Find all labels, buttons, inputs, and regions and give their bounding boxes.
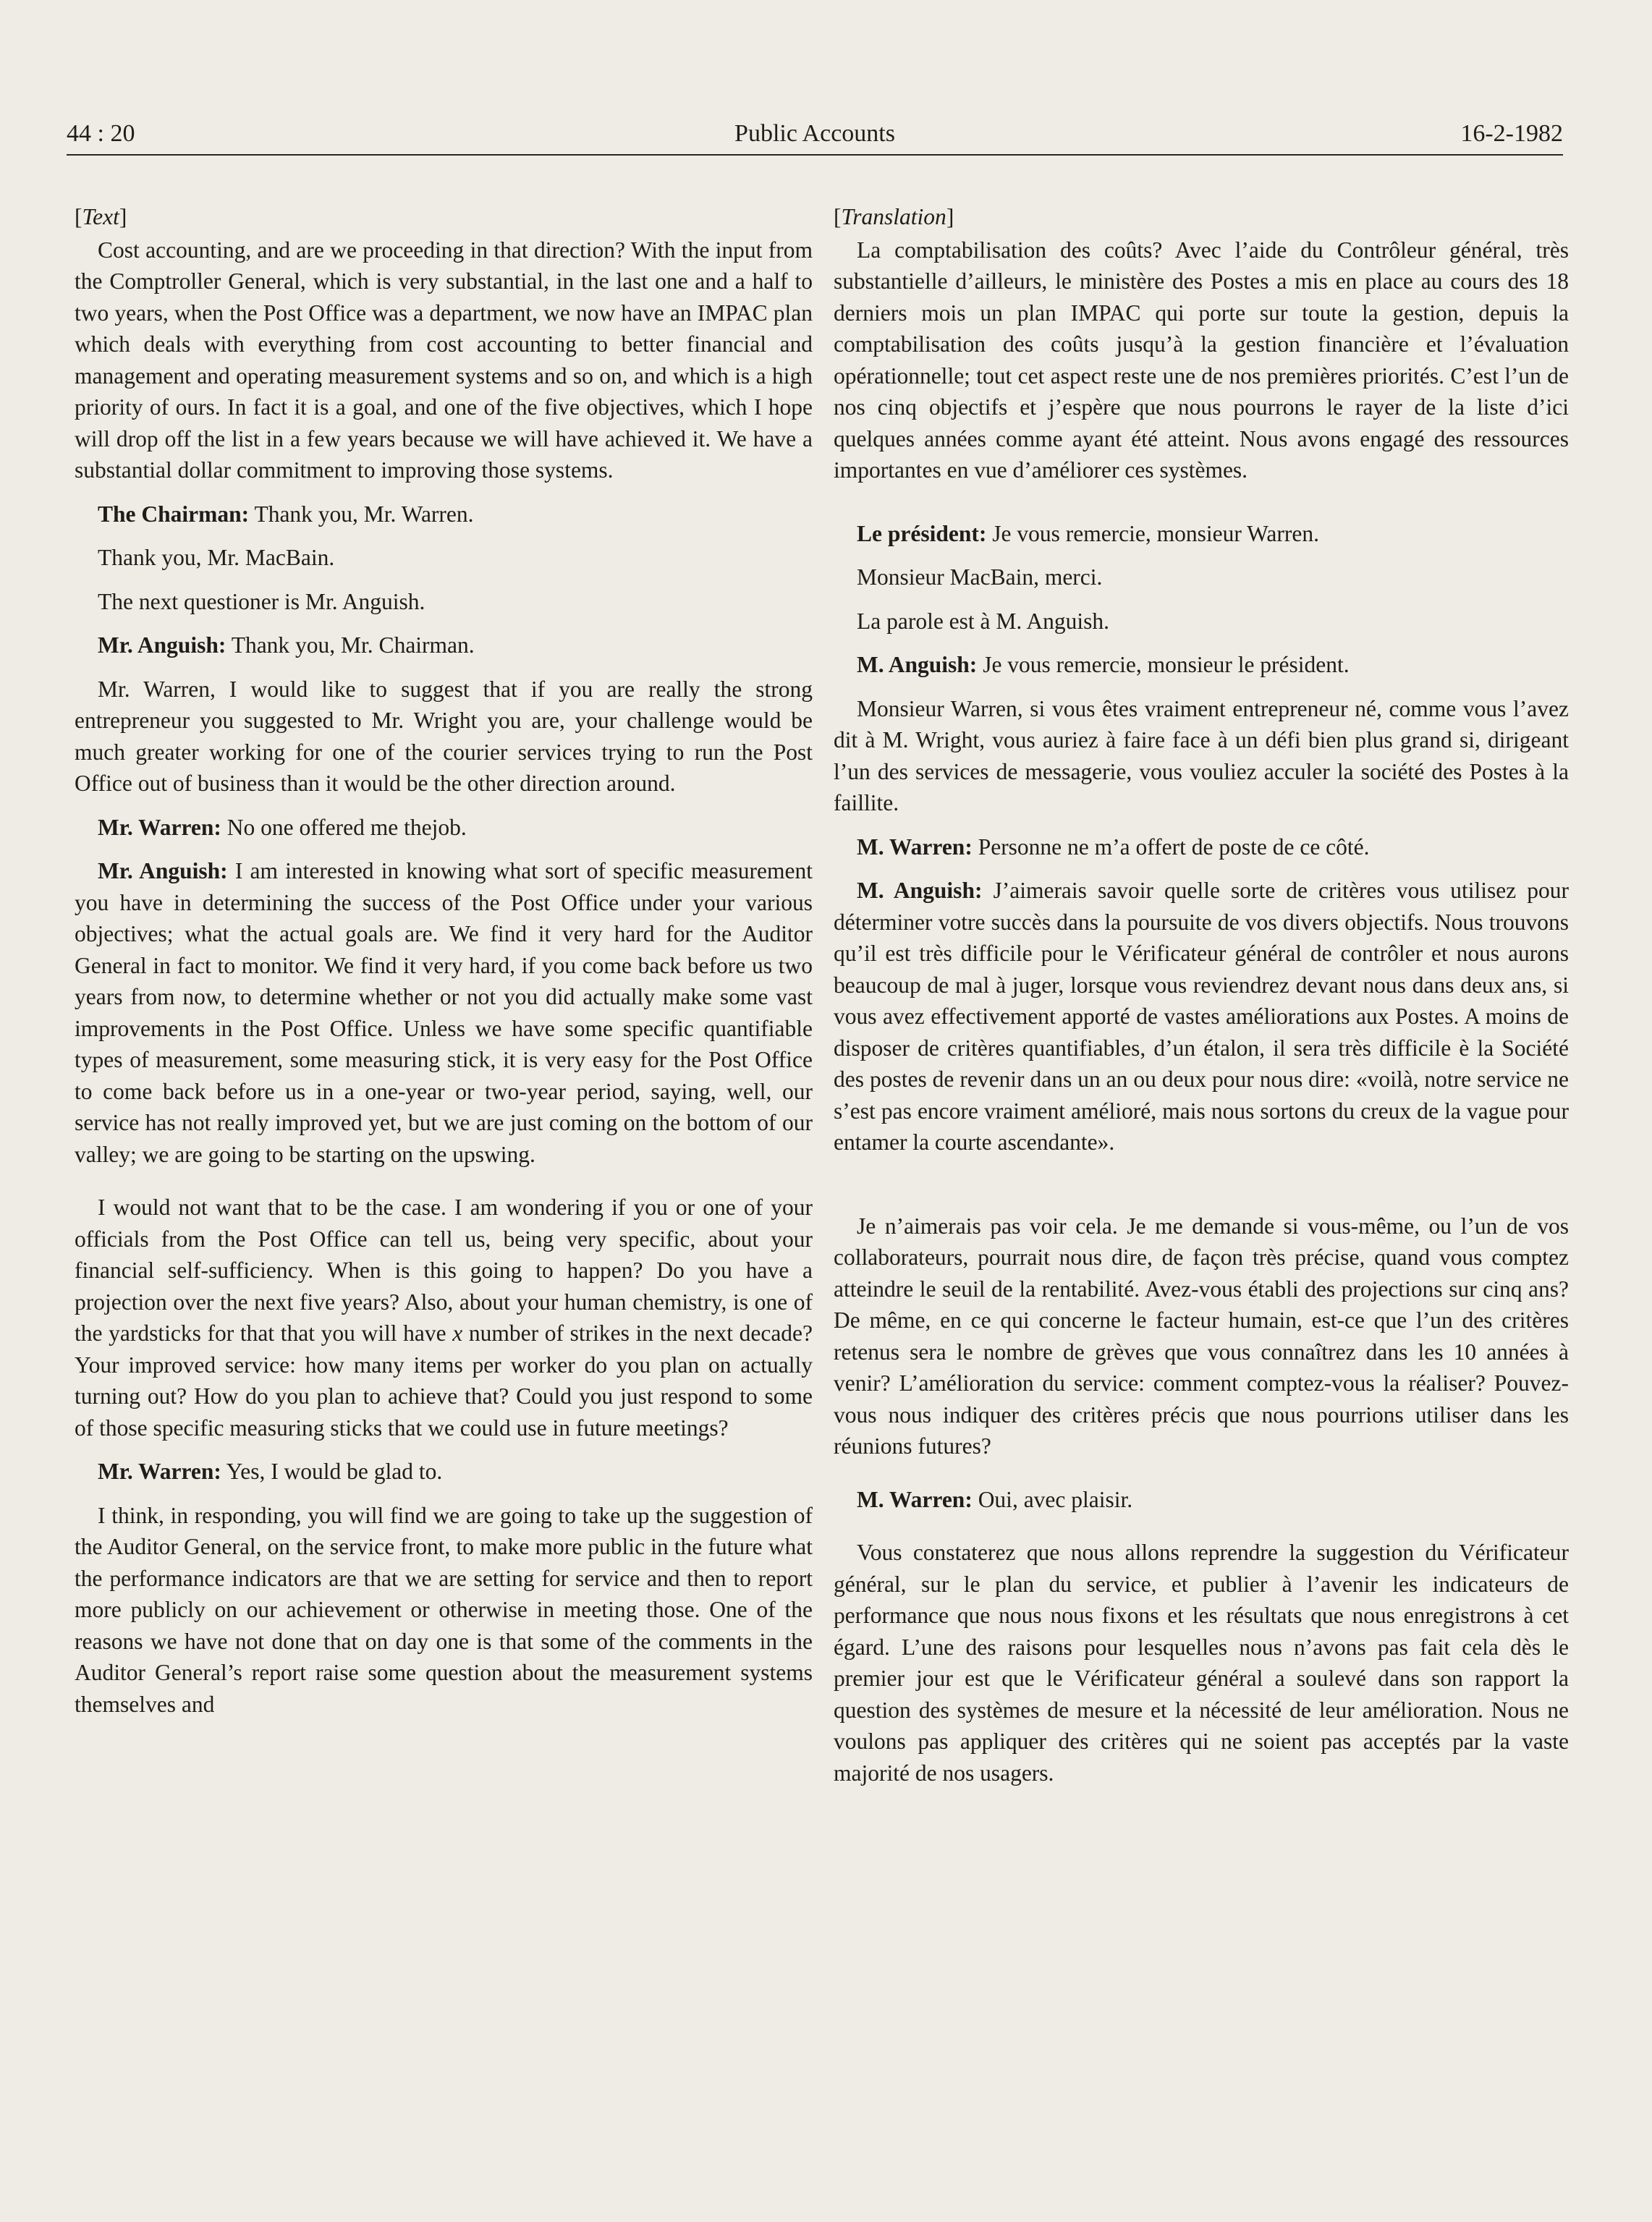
page-number: 44 : 20 xyxy=(67,120,135,147)
paragraph: Je n’aimerais pas voir cela. Je me demande si vous-même, ou l’un de vos collaborateurs, pourrait nous dire, de façon très précise, quand vous comptez atteindre le seuil de la rentabilité. Avez-vous établi des projections sur cinq ans? De même, en ce qui concerne le facteur humain, est-ce que l’un des critères retenus sera le nombre de grèves que vous connaîtrez dans les 10 années à venir? L’amélioration du service: comment comptez-vous la réaliser? Pouvez-vous nous indiquer des critères précis que nous pourrions utiliser dans les réunions futures? xyxy=(834,1213,1569,1459)
speaker-name: Mr. Warren: xyxy=(98,1459,221,1484)
paragraph: Vous constaterez que nous allons reprendre la suggestion du Vérificateur général, sur le plan du service, et publier à l’avenir les indicateurs de performance que nous nous fixons et les résultats que nous enregistrons à cet égard. L’une des raisons pour lesquelles nous n’avons pas fait cela dès le premier jour est que le Vérificateur général a soulevé dans son rapport la question des systèmes de mesure et la nécessité de leur amélioration. Nous ne voulons pas appliquer des critères qui ne soient pas acceptés par la vaste majorité de nos usagers. xyxy=(834,1540,1569,1786)
speaker-paragraph xyxy=(834,875,1569,1158)
paragraph: La parole est à M. Anguish. xyxy=(857,608,1110,634)
speaker-paragraph xyxy=(834,518,1569,550)
french-column xyxy=(834,201,1569,1801)
speaker-name: M. Warren: xyxy=(857,834,973,860)
speaker-name: M. Anguish: xyxy=(857,652,978,677)
paragraph: Thank you, Mr. MacBain. xyxy=(98,545,335,570)
paragraph: Cost accounting, and are we proceeding in that direction? With the input from the Comptroller General, which is very substantial, in the last one and a half to two years, when the Post Office was a department, we now have an IMPAC plan which deals with everything from cost accounting to better financial and management and operating measurement systems and so on, and which is a high priority of ours. In fact it is a goal, and one of the five objectives, which I hope will drop off the list in a few years because we will have achieved it. We have a substantial dollar commitment to improving those systems. xyxy=(75,237,813,483)
paragraph: Mr. Warren, I would like to suggest that if you are really the strong entrepreneur you suggested to Mr. Wright you are, your challenge would be much greater working for one of the courier services trying to run the Post Office out of business than it would be the other direction around. xyxy=(75,676,813,796)
speaker-name: The Chairman: xyxy=(98,501,250,527)
paragraph: I think, in responding, you will find we are going to take up the suggestion of the Auditor General, on the service front, to make more public in the future what the performance indicators are that we are setting for service and then to report more publicly on our achievement or otherwise in meeting those. One of the reasons we have not done that on day one is that some of the comments in the Auditor General’s report raise some question about the measurement systems themselves and xyxy=(75,1502,813,1717)
speech-text: Yes, I would be glad to. xyxy=(221,1459,443,1484)
speaker-paragraph xyxy=(75,812,813,844)
sitting-date: 16-2-1982 xyxy=(1460,120,1563,147)
speech-text: Personne ne m’a offert de poste de ce côté. xyxy=(972,834,1370,860)
publication-title: Public Accounts xyxy=(734,120,895,147)
section-tag-label: Translation xyxy=(841,204,946,229)
speaker-name: Mr. Anguish: xyxy=(98,858,228,883)
section-tag-label: Text xyxy=(82,204,119,229)
speech-text: Thank you, Mr. Chairman. xyxy=(226,632,475,658)
paragraph: Monsieur Warren, si vous êtes vraiment entrepreneur né, comme vous l’avez dit à M. Wright, vous auriez à faire face à un défi bien plus grand si, dirigeant l’un des services de messagerie, vous vouliez acculer la société des Postes à la faillite. xyxy=(834,695,1569,815)
speaker-paragraph xyxy=(75,499,813,530)
section-tag: [Text] xyxy=(75,204,127,229)
speaker-name: Mr. Warren: xyxy=(98,814,221,840)
paragraph: Monsieur MacBain, merci. xyxy=(857,564,1103,590)
speaker-name: Le président: xyxy=(857,520,987,546)
speaker-name: M. Anguish: xyxy=(857,878,983,903)
paragraph: The next questioner is Mr. Anguish. xyxy=(98,588,425,614)
speaker-paragraph xyxy=(834,1484,1569,1516)
paragraph xyxy=(75,1192,813,1443)
speech-text: I am interested in knowing what sort of specific measurement you have in determining the success of the Post Office under your various objectives; what the actual goals are. We find it very hard for the Auditor General in fact to monitor. We find it very hard, if you come back before us two years from now, to determine whether or not you did actually make some vast improvements in the Post Office. Unless we have some specific quantifiable types of measurement, some measuring stick, it is very easy for the Post Office to come back before us in a one-year or two-year period, saying, well, our service has not really improved yet, but we are just coming on the bottom of our valley; we are going to be starting on the upswing. xyxy=(75,858,813,1167)
header-rule xyxy=(67,154,1563,156)
speech-text: J’aimerais savoir quelle sorte de critères vous utilisez pour déterminer votre succès dans la poursuite de vos divers objectifs. Nous trouvons qu’il est très difficile pour le Vérificateur général de contrôler et nous aurons beaucoup de mal à juger, lorsque vous reviendrez devant nous dans deux ans, si vous avez effectivement apporté de vastes améliorations aux Postes. A moins de disposer de critères quantifiables, d’un étalon, il sera très difficile è la Société des postes de revenir dans un an ou deux pour nous dire: «voilà, notre service ne s’est pas encore vraiment amélioré, mais nous sortons du creux de la vague pour entamer la courte ascendante». xyxy=(834,878,1569,1155)
english-column xyxy=(75,201,813,1732)
speaker-paragraph xyxy=(75,629,813,661)
speaker-paragraph xyxy=(75,855,813,1170)
paragraph: La comptabilisation des coûts? Avec l’aide du Contrôleur général, très substantielle d’ailleurs, le ministère des Postes a mis en place au cours des 18 derniers mois un plan IMPAC qui porte sur toute la gestion, depuis la comptabilisation des coûts jusqu’à la gestion financière et l’évaluation opérationnelle; tout cet aspect reste une de nos premières priorités. C’est l’un de nos cinq objectifs et j’espère que nous pourrons le rayer de la liste d’ici quelques années comme ayant été atteint. Nous avons engagé des ressources importantes en vue d’améliorer ces systèmes. xyxy=(834,237,1569,483)
speaker-name: M. Warren: xyxy=(857,1486,973,1512)
speech-text: No one offered me thejob. xyxy=(221,814,467,840)
variable: x xyxy=(452,1320,463,1346)
speech-text: Oui, avec plaisir. xyxy=(972,1486,1133,1512)
speaker-paragraph xyxy=(834,649,1569,681)
section-tag: [Translation] xyxy=(834,204,954,229)
page-header xyxy=(67,120,1563,155)
paragraph-text: number of strikes in the next decade? Your improved service: how many items per worker do you plan on actually turning out? How do you plan to achieve that? Could you just respond to some of those specific measuring sticks that we could use in future meetings? xyxy=(75,1320,813,1441)
speaker-name: Mr. Anguish: xyxy=(98,632,226,658)
speech-text: Je vous remercie, monsieur le président. xyxy=(977,652,1350,677)
speech-text: Thank you, Mr. Warren. xyxy=(249,501,474,527)
paragraph-text: I would not want that to be the case. I am wondering if you or one of your officials from the Post Office can tell us, being very specific, about your financial self-sufficiency. When is this going to happen? Do you have a projection over the next five years? Also, about your human chemistry, is one of the yardsticks for that that you will have xyxy=(75,1195,813,1346)
speech-text: Je vous remercie, monsieur Warren. xyxy=(986,520,1319,546)
speaker-paragraph xyxy=(834,831,1569,863)
speaker-paragraph xyxy=(75,1456,813,1488)
